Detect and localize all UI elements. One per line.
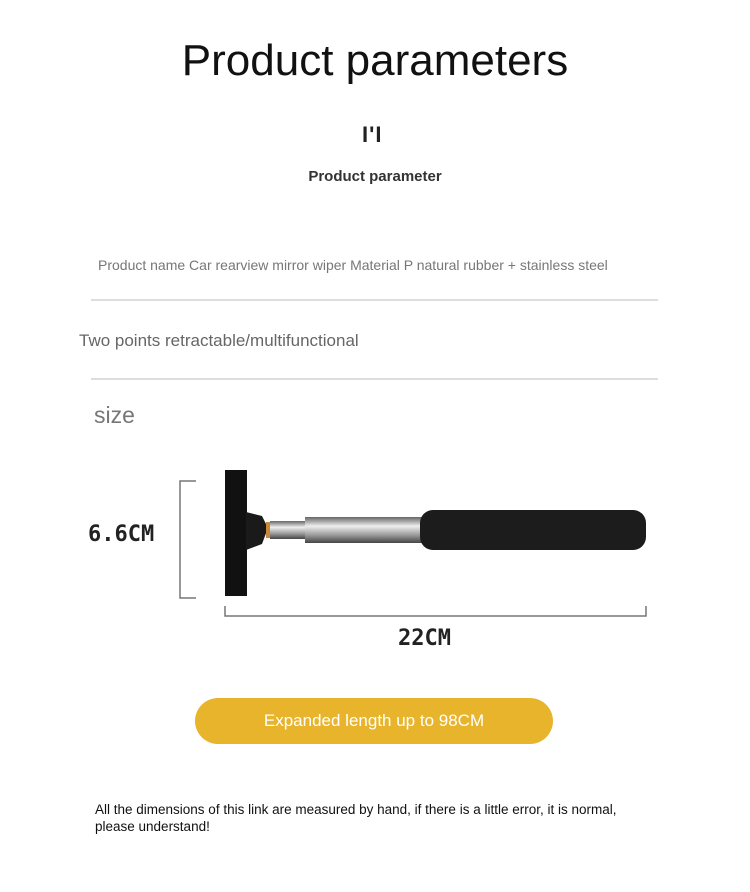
measurement-note: All the dimensions of this link are measured by hand, if there is a little error, it is normal, please understand! — [95, 802, 617, 834]
divider — [91, 378, 658, 380]
blade-mount — [246, 512, 268, 550]
width-bracket — [225, 606, 646, 616]
squeegee-blade — [225, 470, 247, 596]
section-subtitle: Product parameter — [308, 168, 442, 185]
outer-tube — [305, 517, 425, 543]
ring — [266, 522, 270, 538]
width-dimension: 22CM — [398, 626, 451, 651]
page-title: Product parameters — [181, 36, 569, 85]
height-bracket — [180, 481, 196, 598]
param-row-name-material: Product name Car rearview mirror wiper Material P natural rubber + stainless steel — [98, 257, 608, 273]
height-dimension: 6.6CM — [88, 522, 155, 547]
handle-grip — [420, 510, 646, 550]
divider — [91, 299, 658, 301]
size-label: size — [94, 402, 135, 428]
expanded-length-badge: Expanded length up to 98CM — [195, 698, 553, 744]
brand-logo: I'I — [362, 122, 383, 147]
param-row-features: Two points retractable/multifunctional — [79, 331, 359, 350]
wiper-product-image — [0, 460, 750, 630]
